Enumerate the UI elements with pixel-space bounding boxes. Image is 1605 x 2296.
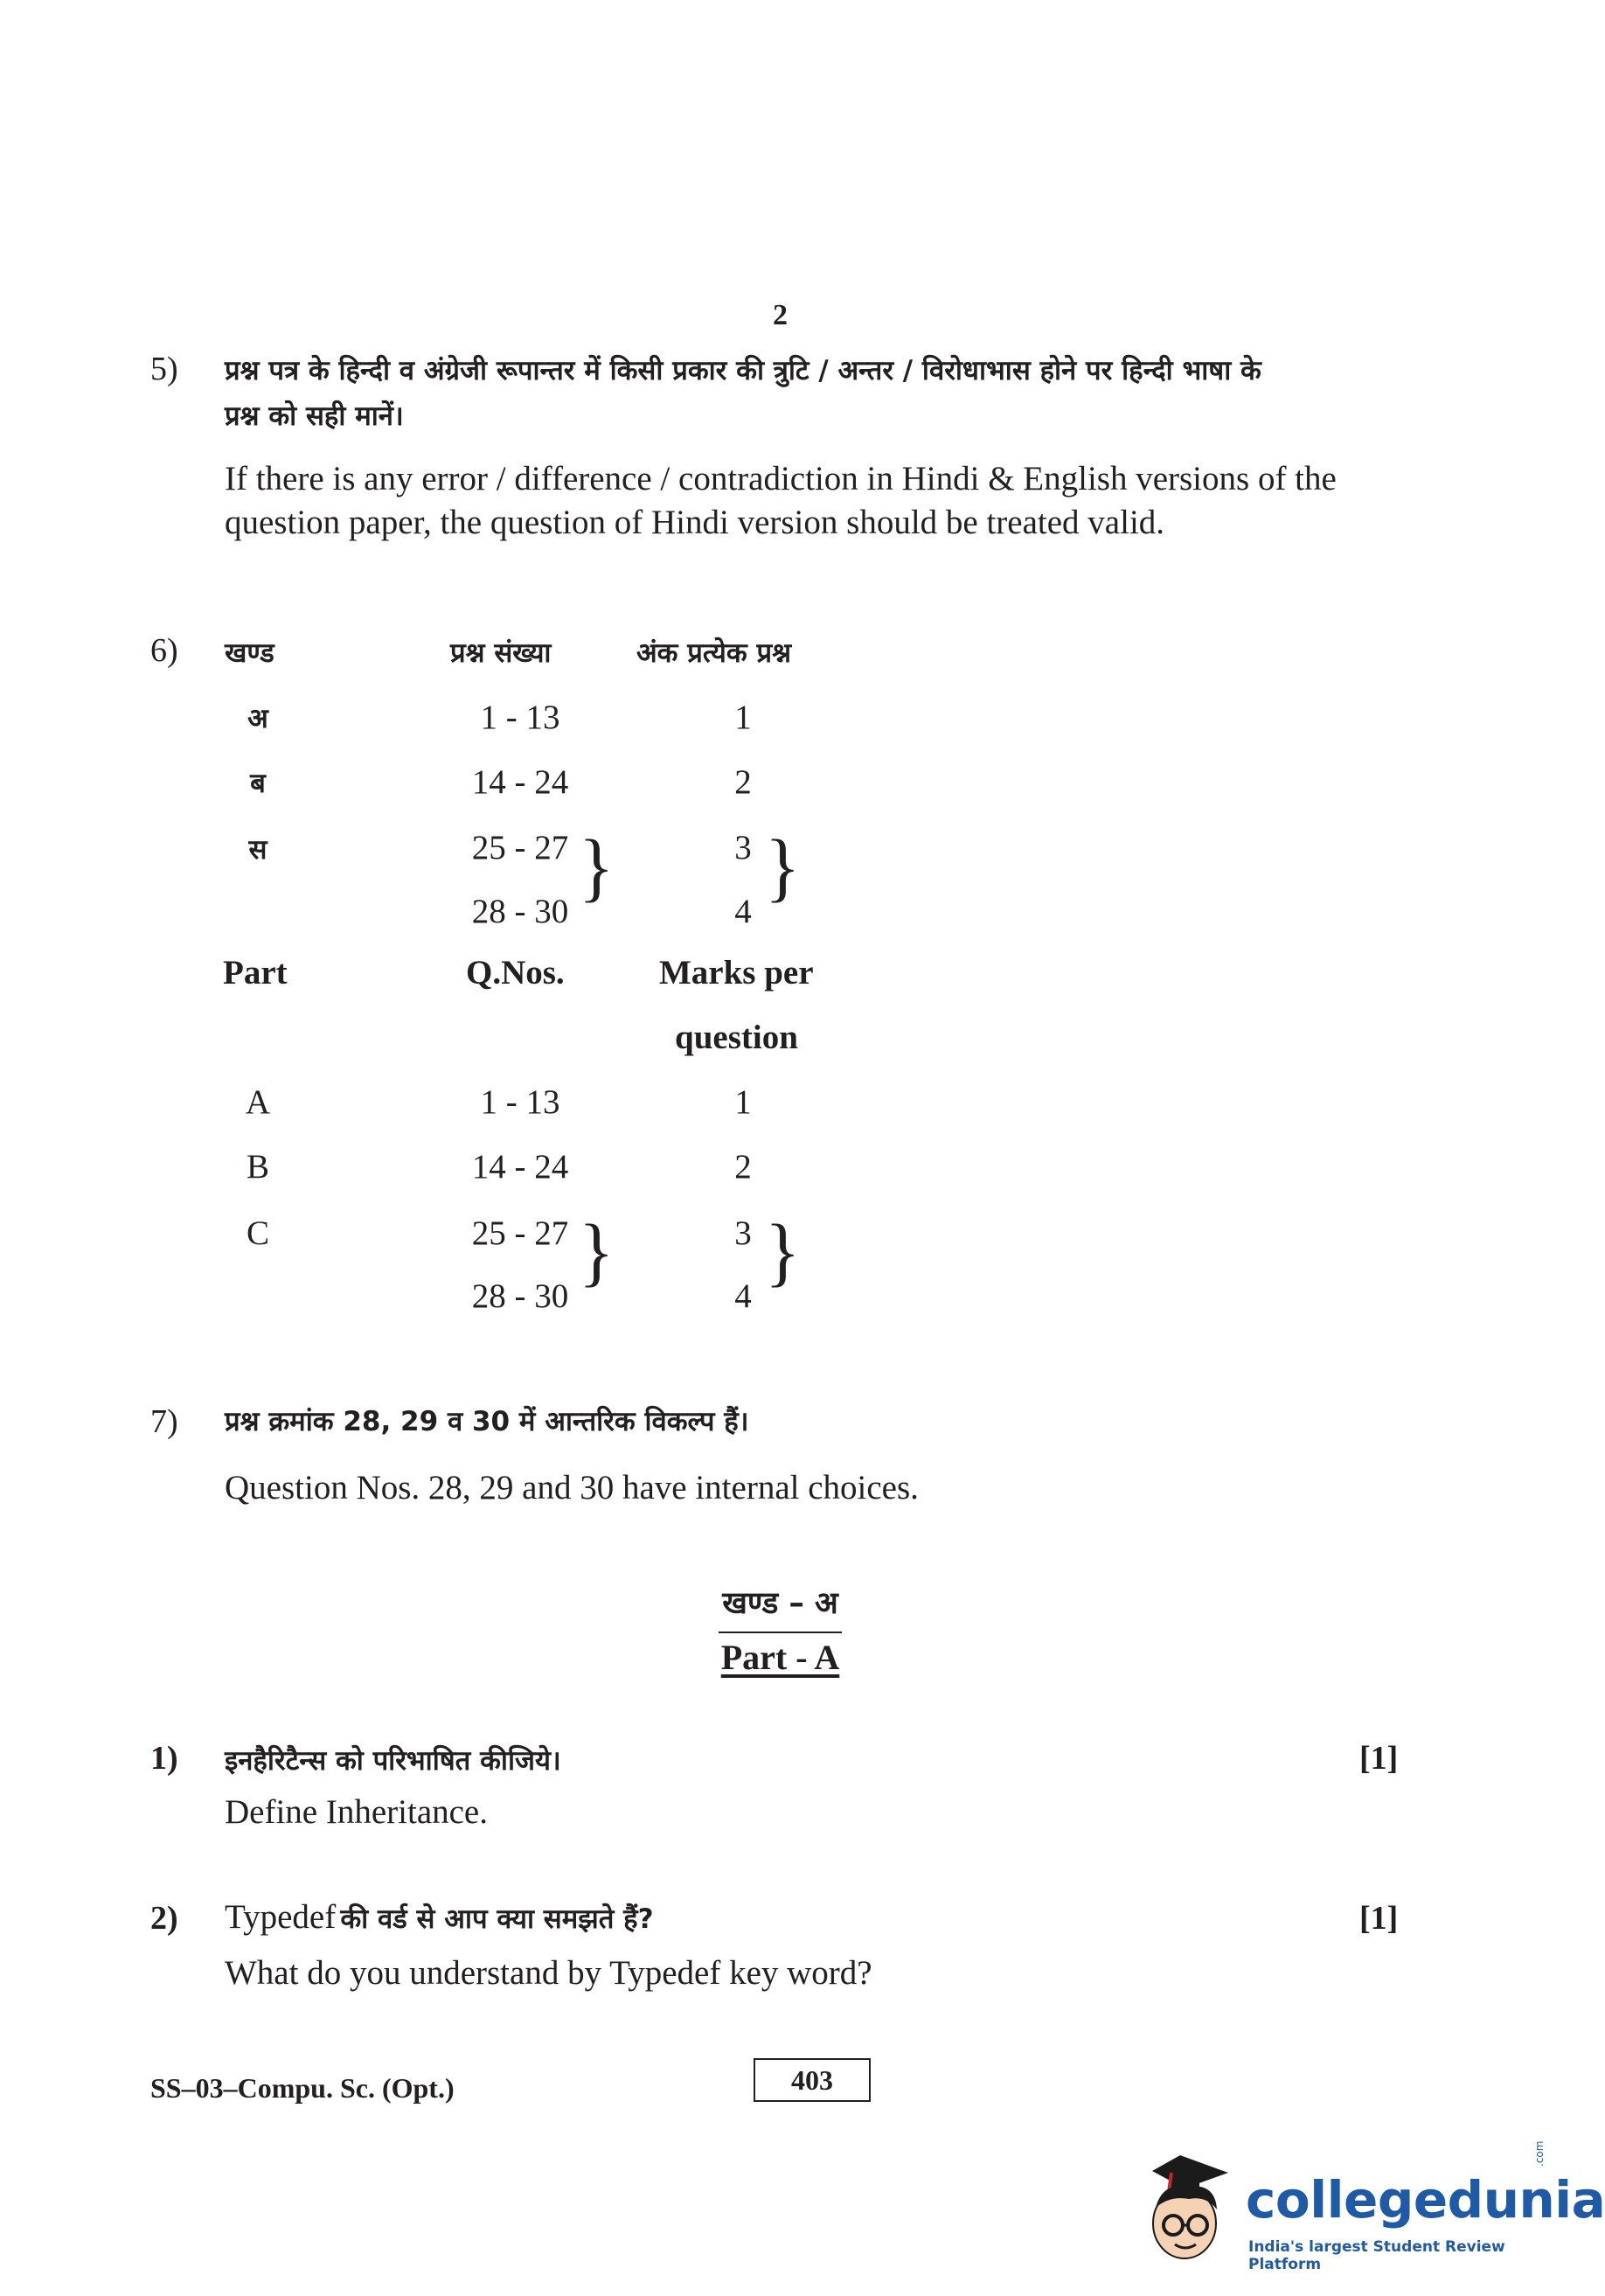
question-2-hindi: की वर्ड से आप क्या समझते हैं? (340, 1903, 654, 1935)
english-row-qnos: 25 - 27 (471, 1214, 569, 1252)
english-header-question: question (675, 1019, 798, 1056)
instruction-5-number: 5) (150, 351, 178, 387)
instruction-7-hindi: प्रश्न क्रमांक 28, 29 व 30 में आन्तरिक विकल्प हैं। (225, 1406, 749, 1437)
hindi-row-qnos: 1 - 13 (480, 699, 560, 736)
hindi-header-part: खण्ड (225, 637, 274, 669)
mascot-icon (1145, 2146, 1241, 2269)
hindi-row-marks: 2 (734, 763, 752, 801)
hindi-row-part: ब (250, 768, 266, 799)
english-row-marks: 1 (734, 1083, 752, 1121)
english-row-part: C (246, 1214, 269, 1252)
english-header-qnos: Q.Nos. (466, 954, 565, 991)
hindi-row-qnos: 14 - 24 (471, 763, 569, 801)
question-2-number: 2) (150, 1900, 178, 1937)
english-qnos-brace: } (579, 1208, 615, 1295)
hindi-header-marks: अंक प्रत्येक प्रश्न (636, 637, 792, 669)
english-row-marks: 3 (734, 1214, 752, 1252)
section-title-hindi (0, 1581, 1560, 1633)
section-title-english (0, 1637, 1560, 1678)
english-row-qnos: 28 - 30 (471, 1277, 569, 1315)
hindi-qnos-brace: } (579, 824, 615, 910)
english-row-marks: 2 (734, 1148, 752, 1186)
collegedunia-tagline: India's largest Student Review Platform (1248, 2238, 1505, 2273)
collegedunia-dotcom: .com (1533, 2140, 1546, 2167)
section-title-english-text: Part - A (720, 1638, 840, 1677)
hindi-row-marks: 3 (734, 829, 752, 866)
english-header-part: Part (223, 954, 288, 991)
question-2-marks: [1] (1359, 1900, 1399, 1937)
english-row-marks: 4 (734, 1277, 752, 1315)
hindi-row-qnos: 28 - 30 (471, 893, 569, 930)
hindi-row-marks: 4 (734, 893, 752, 930)
english-row-qnos: 1 - 13 (480, 1083, 560, 1121)
instruction-5-english-line1: If there is any error / difference / contradiction in Hindi & English versions of the (225, 460, 1337, 497)
hindi-row-part: अ (247, 703, 268, 734)
footer-paper-code: SS–03–Compu. Sc. (Opt.) (150, 2072, 455, 2104)
instruction-5-hindi-line1: प्रश्न पत्र के हिन्दी व अंग्रेजी रूपान्तर में किसी प्रकार की त्रुटि / अन्तर / विरोधाभास होने पर हिन्दी भाषा के (225, 355, 1261, 386)
hindi-marks-brace: } (765, 824, 801, 910)
instruction-6-number: 6) (150, 632, 178, 669)
instruction-7-number: 7) (150, 1403, 178, 1440)
question-1-number: 1) (150, 1740, 178, 1777)
question-1-english: Define Inheritance. (225, 1793, 488, 1831)
english-row-part: A (245, 1083, 271, 1121)
hindi-row-part: स (248, 834, 268, 866)
question-1-marks: [1] (1359, 1740, 1399, 1777)
question-2-typedef-word: Typedef (225, 1898, 337, 1936)
question-1-hindi: इनहैरिटैन्स को परिभाषित कीजिये। (225, 1745, 561, 1777)
collegedunia-wordmark: collegedunia (1246, 2170, 1605, 2230)
collegedunia-mascot (1145, 2146, 1241, 2269)
page-number: 2 (773, 299, 788, 331)
hindi-row-qnos: 25 - 27 (471, 829, 569, 866)
hindi-header-qnos: प्रश्न संख्या (450, 637, 552, 669)
instruction-5-hindi-line2: प्रश्न को सही मानें। (225, 400, 404, 432)
section-title-hindi-text: खण्ड – अ (719, 1581, 842, 1633)
english-header-marks-per: Marks per (659, 954, 814, 991)
question-2-hindi-line (225, 1896, 1414, 1942)
english-marks-brace: } (765, 1208, 801, 1295)
english-row-part: B (246, 1148, 269, 1186)
instruction-5-english-line2: question paper, the question of Hindi version should be treated valid. (225, 504, 1165, 541)
hindi-row-marks: 1 (734, 699, 752, 736)
footer-page-box: 403 (754, 2058, 871, 2102)
english-row-qnos: 14 - 24 (471, 1148, 569, 1186)
question-2-english: What do you understand by Typedef key word? (225, 1954, 872, 1992)
instruction-7-english: Question Nos. 28, 29 and 30 have internal choices. (225, 1469, 919, 1506)
